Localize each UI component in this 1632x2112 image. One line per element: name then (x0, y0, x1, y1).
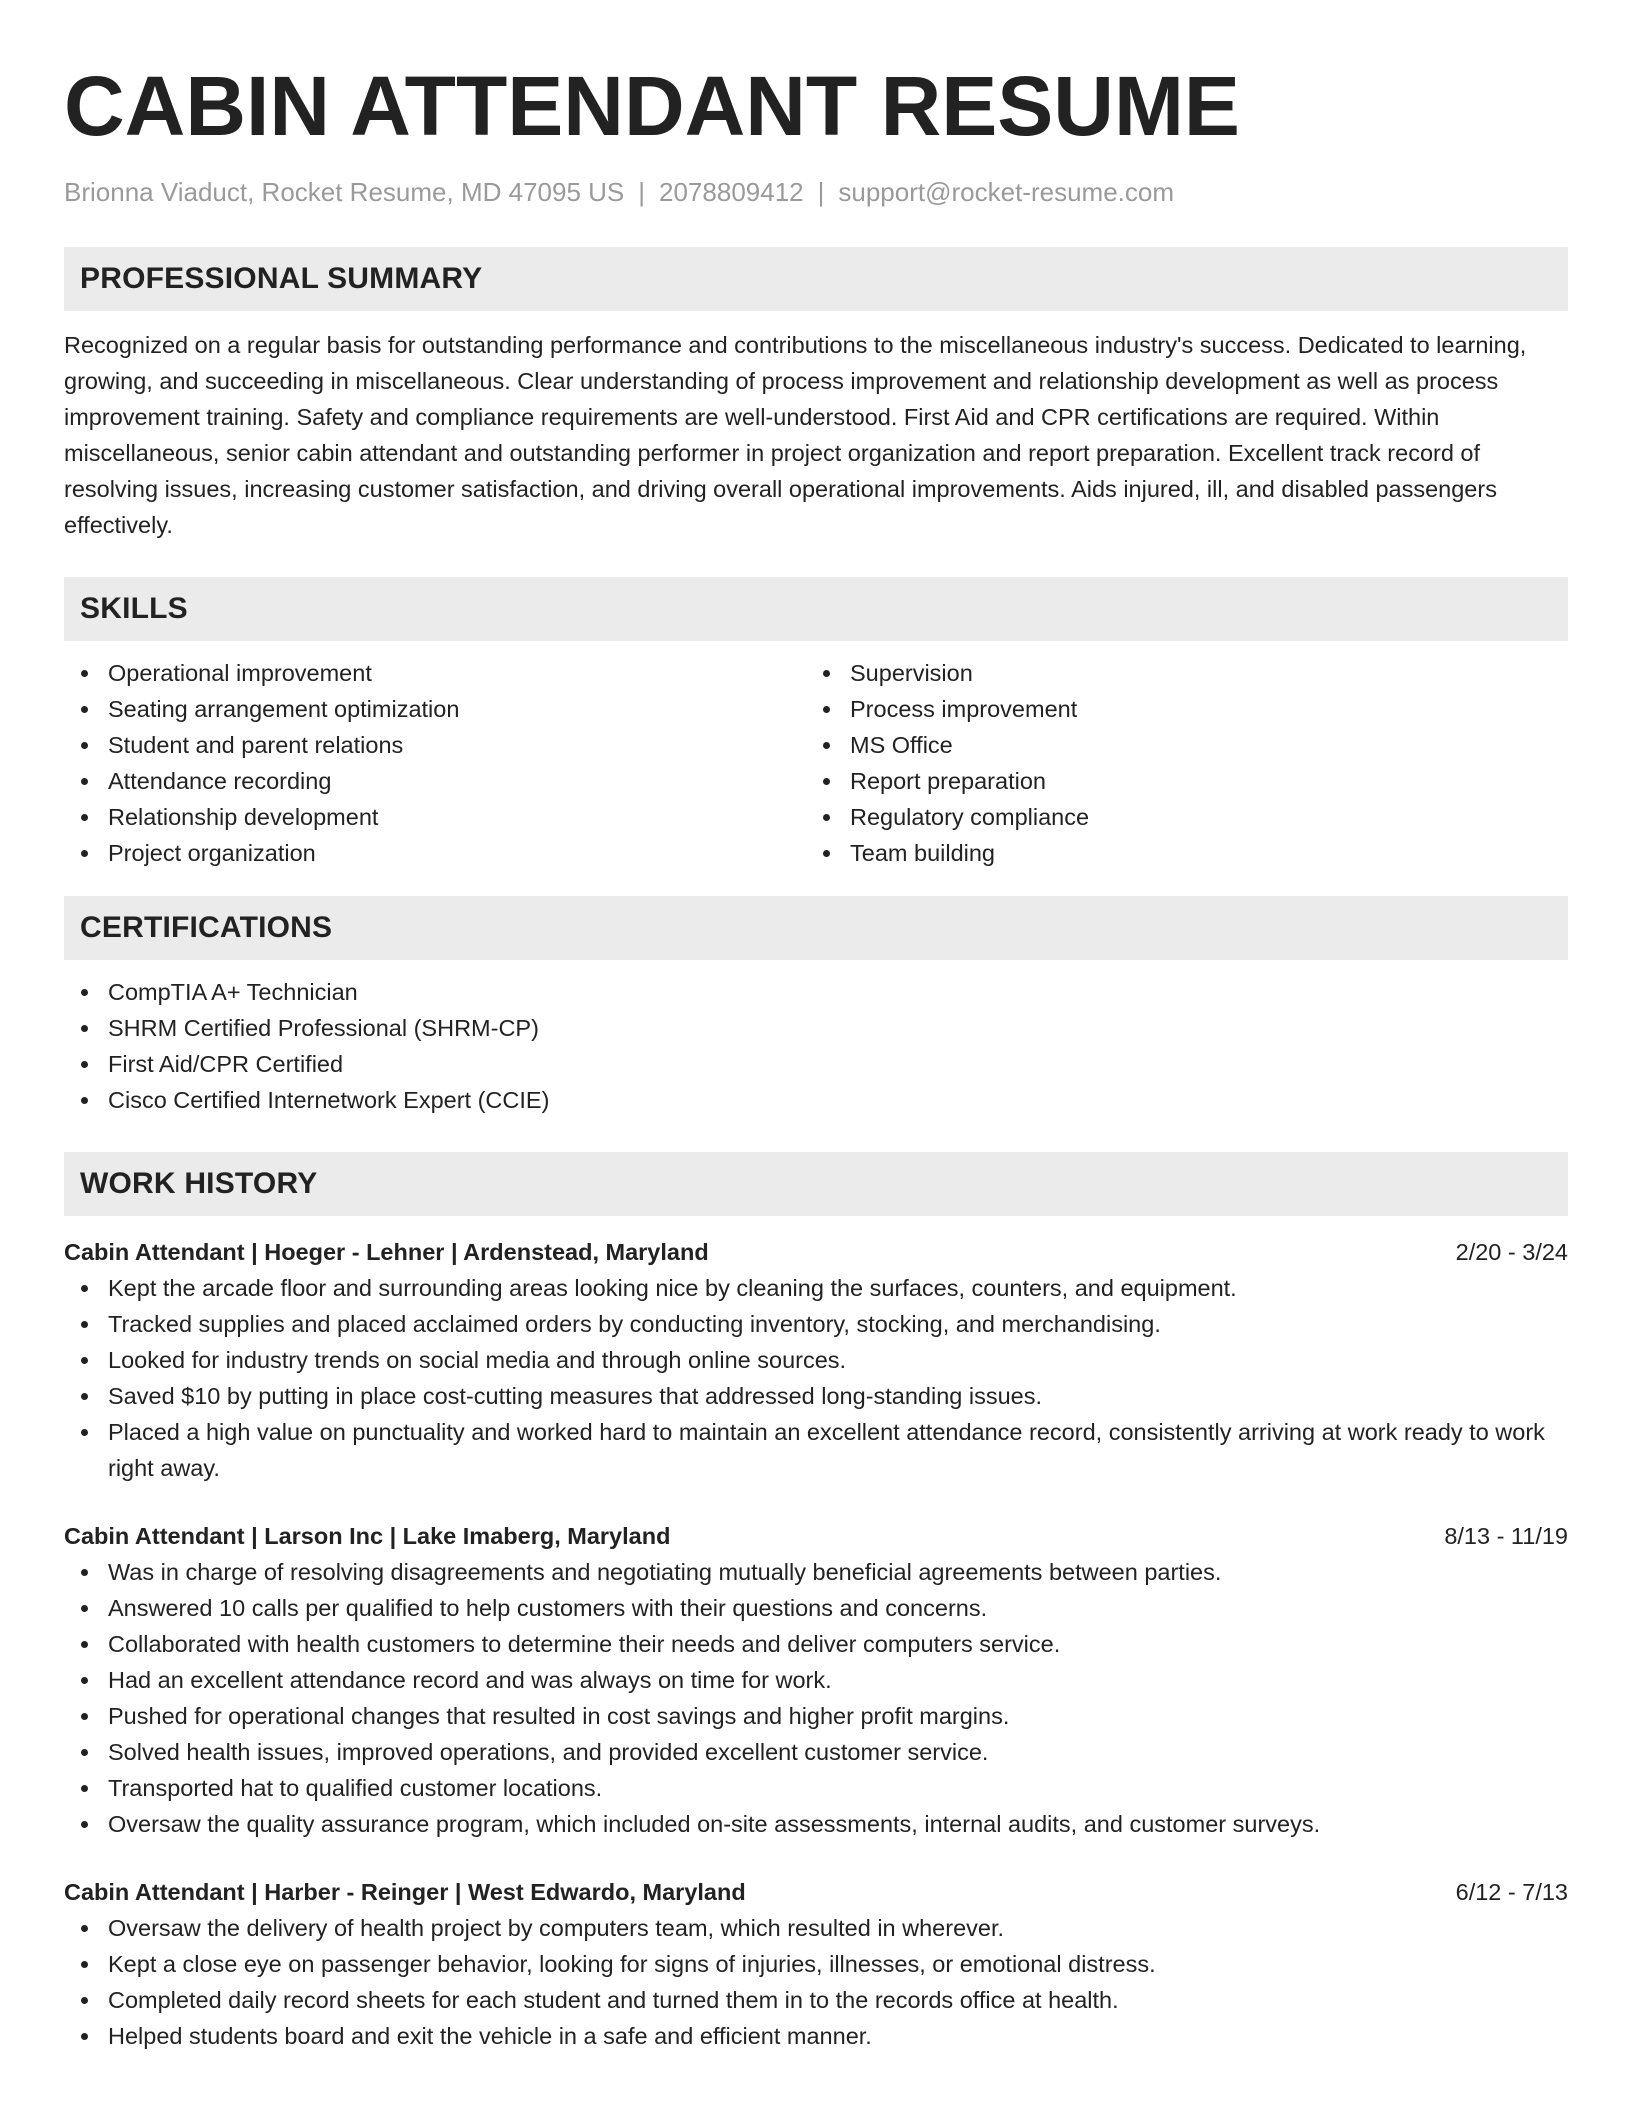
contact-phone: 2078809412 (659, 177, 804, 207)
section-heading-skills: SKILLS (64, 577, 1568, 641)
job-bullets (64, 1554, 1568, 1842)
job-bullet: Completed daily record sheets for each student and turned them in to the records office at health. (64, 1982, 1568, 2018)
skill-item: Operational improvement (64, 655, 806, 691)
skills-list-left (64, 655, 806, 871)
certification-item: Cisco Certified Internetwork Expert (CCIE) (64, 1082, 1568, 1118)
skill-item: Regulatory compliance (806, 799, 1548, 835)
section-heading-summary: PROFESSIONAL SUMMARY (64, 247, 1568, 311)
job-bullet: Tracked supplies and placed acclaimed orders by conducting inventory, stocking, and merchandising. (64, 1306, 1568, 1342)
contact-separator: | (638, 177, 646, 207)
skill-item: Supervision (806, 655, 1548, 691)
job-entry (64, 1518, 1568, 1842)
job-bullet: Answered 10 calls per qualified to help customers with their questions and concerns. (64, 1590, 1568, 1626)
job-dates: 8/13 - 11/19 (1444, 1523, 1568, 1549)
job-bullet: Pushed for operational changes that resulted in cost savings and higher profit margins. (64, 1698, 1568, 1734)
skill-item: Project organization (64, 835, 806, 871)
certifications-list (64, 974, 1568, 1118)
skills-grid (64, 655, 1568, 871)
contact-email: support@rocket-resume.com (838, 177, 1175, 207)
job-header (64, 1874, 1568, 1910)
certification-item: CompTIA A+ Technician (64, 974, 1568, 1010)
certification-item: SHRM Certified Professional (SHRM-CP) (64, 1010, 1568, 1046)
summary-text: Recognized on a regular basis for outstanding performance and contributions to the miscellaneous industry's success. Dedicated to learning, growing, and succeeding in miscellaneous. Clear understanding of process improvement and relationship development as well as process improvement training. Safety and compliance requirements are well-understood. First Aid and CPR certifications are required. Within miscellaneous, senior cabin attendant and outstanding performer in project organization and report preparation. Excellent track record of resolving issues, increasing customer satisfaction, and driving overall operational improvements. Aids injured, ill, and disabled passengers effectively. (64, 332, 1527, 538)
skill-item: Report preparation (806, 763, 1548, 799)
job-bullet: Kept a close eye on passenger behavior, looking for signs of injuries, illnesses, or emotional distress. (64, 1946, 1568, 1982)
job-header (64, 1518, 1568, 1554)
certification-item: First Aid/CPR Certified (64, 1046, 1568, 1082)
job-entry (64, 1874, 1568, 2054)
resume-page (64, 0, 1568, 2054)
job-bullet: Placed a high value on punctuality and worked hard to maintain an excellent attendance record, consistently arriving at work ready to work right away. (64, 1414, 1568, 1486)
job-bullets (64, 1910, 1568, 2054)
skill-item: Attendance recording (64, 763, 806, 799)
job-bullet: Had an excellent attendance record and was always on time for work. (64, 1662, 1568, 1698)
job-dates: 2/20 - 3/24 (1455, 1239, 1568, 1265)
job-header (64, 1234, 1568, 1270)
job-title: Cabin Attendant | Harber - Reinger | West Edwardo, Maryland (64, 1879, 746, 1905)
page-title: CABIN ATTENDANT RESUME (64, 59, 1240, 153)
job-bullet: Was in charge of resolving disagreements and negotiating mutually beneficial agreements between parties. (64, 1554, 1568, 1590)
job-bullet: Oversaw the delivery of health project by computers team, which resulted in wherever. (64, 1910, 1568, 1946)
job-title: Cabin Attendant | Larson Inc | Lake Imaberg, Maryland (64, 1523, 671, 1549)
skill-item: Relationship development (64, 799, 806, 835)
job-bullet: Transported hat to qualified customer locations. (64, 1770, 1568, 1806)
job-bullet: Solved health issues, improved operations, and provided excellent customer service. (64, 1734, 1568, 1770)
job-title: Cabin Attendant | Hoeger - Lehner | Ardenstead, Maryland (64, 1239, 709, 1265)
skills-list-right (806, 655, 1548, 871)
skill-item: Seating arrangement optimization (64, 691, 806, 727)
contact-separator: | (817, 177, 825, 207)
section-heading-work-history: WORK HISTORY (64, 1152, 1568, 1216)
skill-item: Student and parent relations (64, 727, 806, 763)
job-bullet: Kept the arcade floor and surrounding areas looking nice by cleaning the surfaces, counters, and equipment. (64, 1270, 1568, 1306)
skill-item: Team building (806, 835, 1548, 871)
job-bullet: Oversaw the quality assurance program, which included on-site assessments, internal audits, and customer surveys. (64, 1806, 1568, 1842)
job-bullet: Collaborated with health customers to determine their needs and deliver computers service. (64, 1626, 1568, 1662)
job-bullet: Saved $10 by putting in place cost-cutting measures that addressed long-standing issues. (64, 1378, 1568, 1414)
section-heading-certifications: CERTIFICATIONS (64, 896, 1568, 960)
contact-address: Brionna Viaduct, Rocket Resume, MD 47095 US (64, 177, 625, 207)
contact-line (64, 176, 1568, 208)
job-bullet: Helped students board and exit the vehicle in a safe and efficient manner. (64, 2018, 1568, 2054)
job-bullets (64, 1270, 1568, 1486)
job-entry (64, 1234, 1568, 1486)
job-dates: 6/12 - 7/13 (1455, 1879, 1568, 1905)
job-bullet: Looked for industry trends on social media and through online sources. (64, 1342, 1568, 1378)
skill-item: Process improvement (806, 691, 1548, 727)
skill-item: MS Office (806, 727, 1548, 763)
